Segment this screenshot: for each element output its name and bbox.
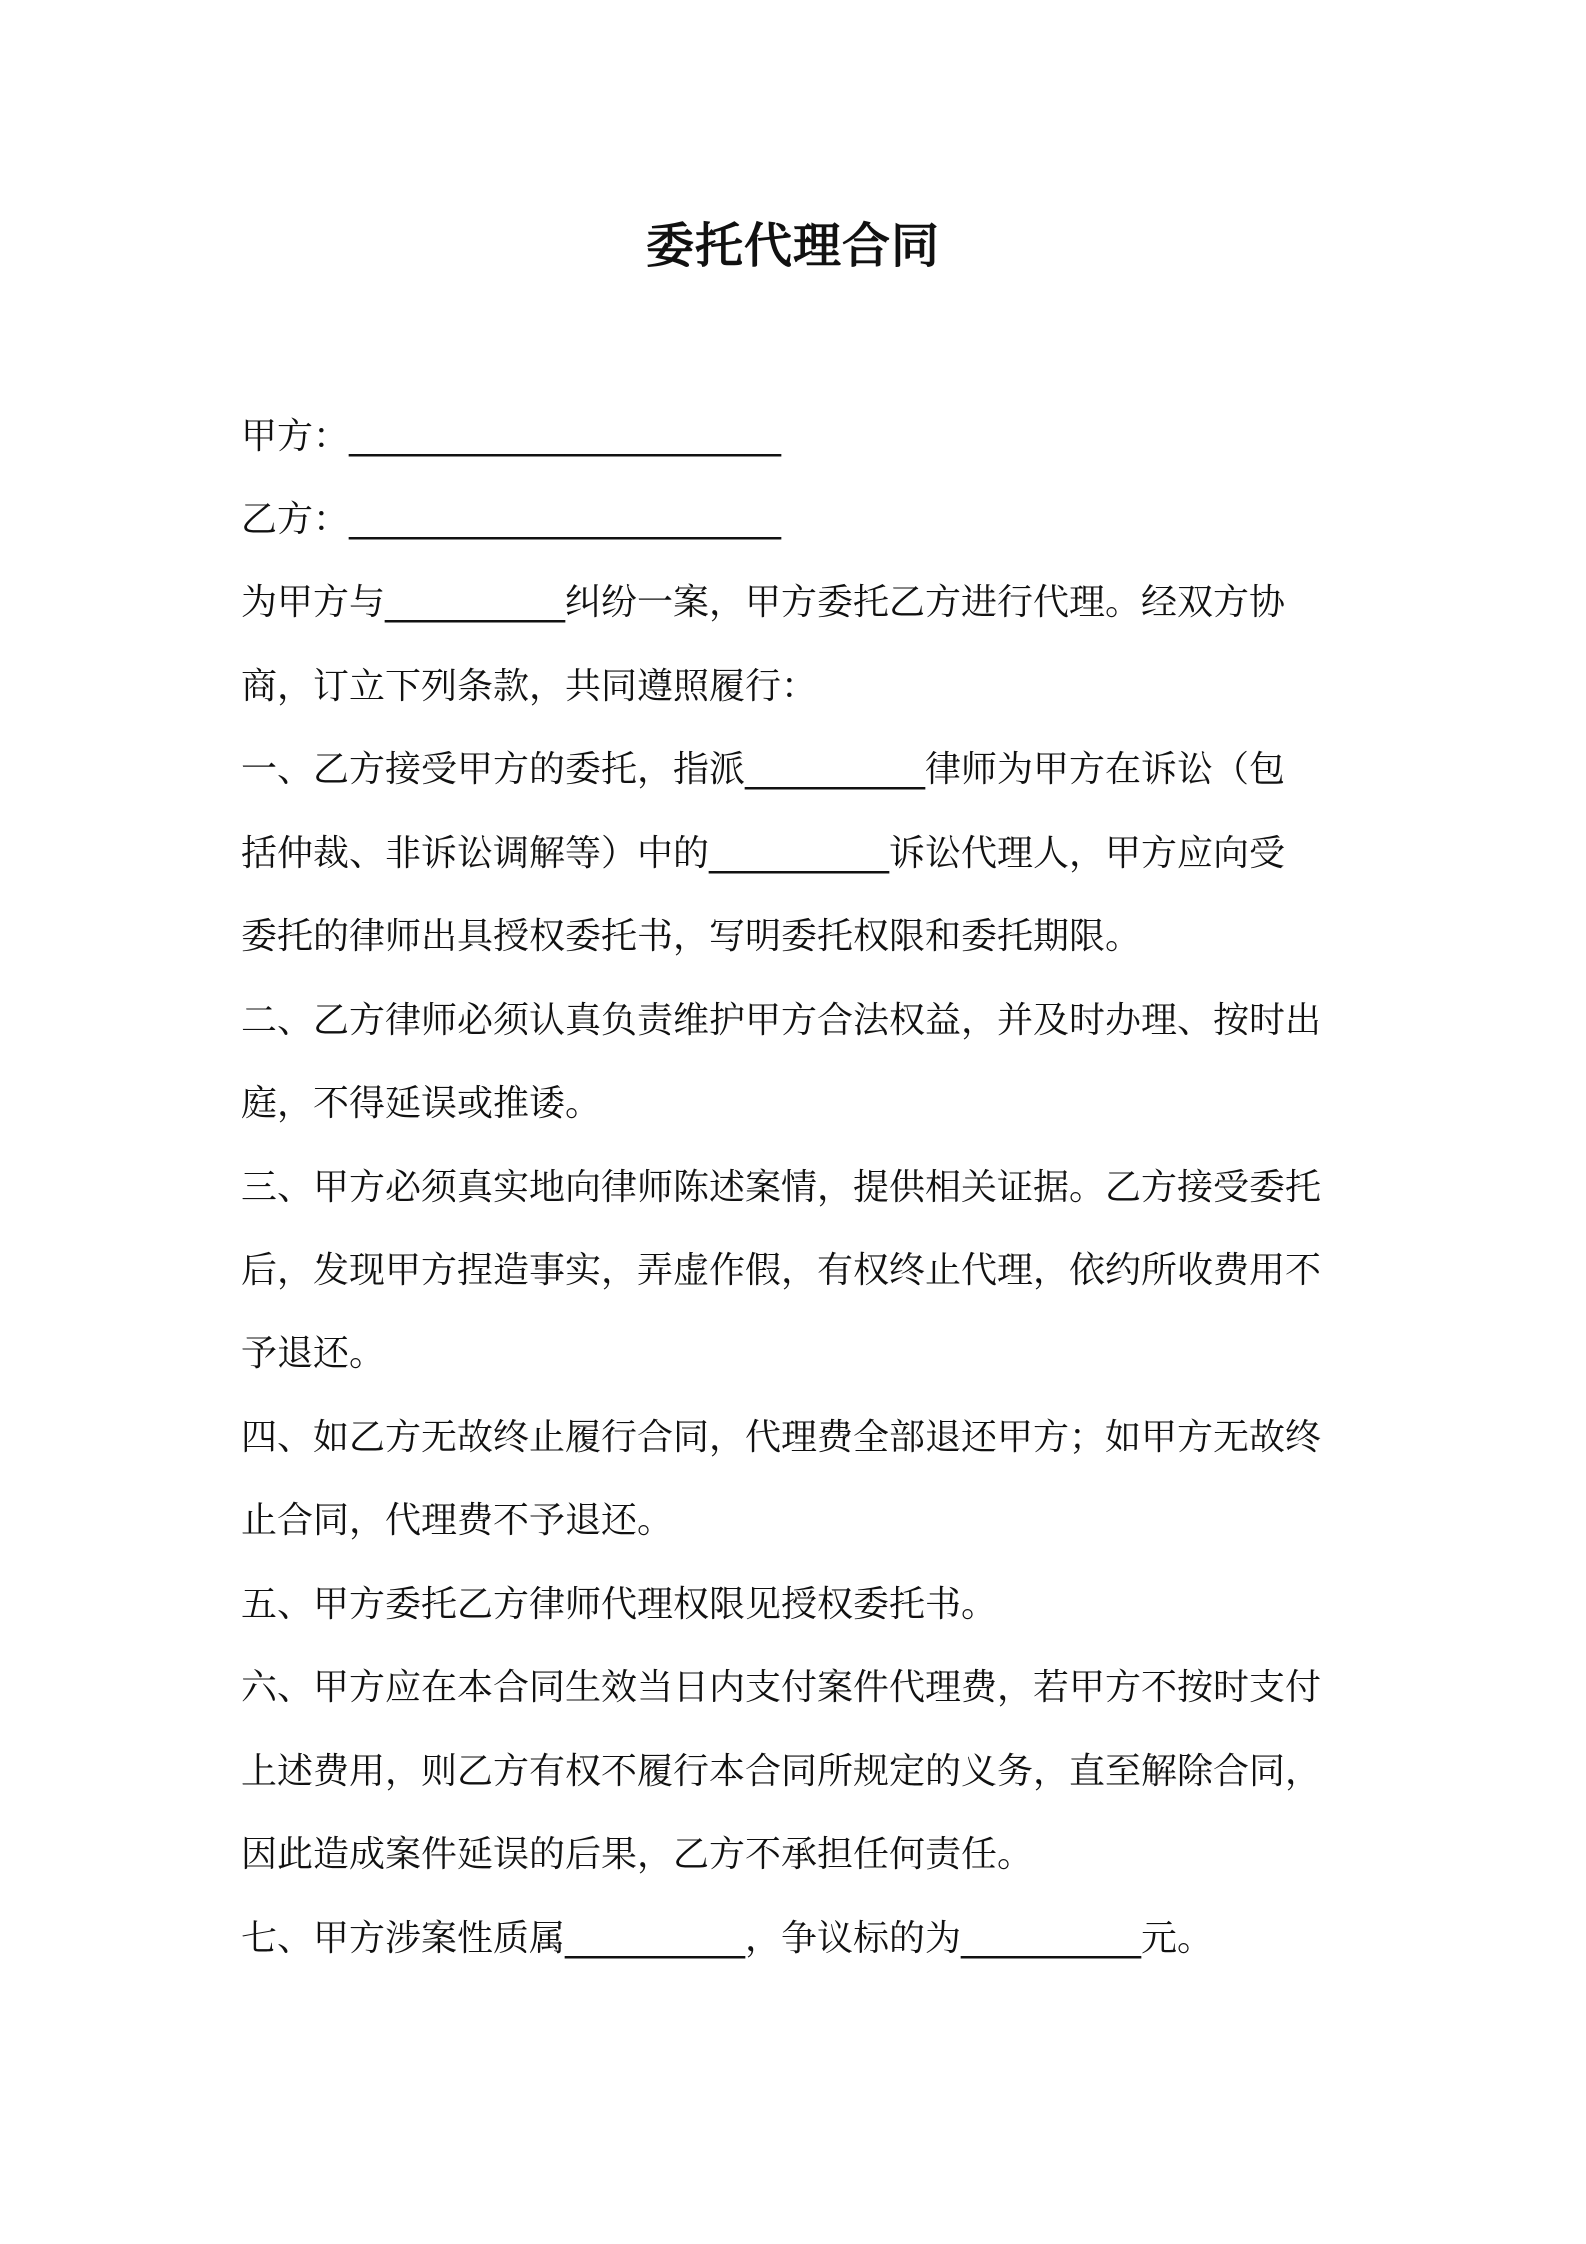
- clause-6-line-2: 上述费用，则乙方有权不履行本合同所规定的义务，直至解除合同，: [241, 1751, 1322, 1792]
- clause-3-line-1: 三、甲方必须真实地向律师陈述案情，提供相关证据。乙方接受委托: [241, 1167, 1322, 1208]
- clause-1-line-2: 括仲裁、非诉讼调解等）中的__________诉讼代理人，甲方应向受: [241, 833, 1286, 874]
- clause-2-line-2: 庭，不得延误或推诿。: [241, 1083, 602, 1124]
- clause-5-line-1: 五、甲方委托乙方律师代理权限见授权委托书。: [241, 1584, 998, 1625]
- clause-4-line-2: 止合同，代理费不予退还。: [241, 1500, 674, 1541]
- clause-3-line-2: 后，发现甲方捏造事实，弄虚作假，有权终止代理，依约所收费用不: [241, 1250, 1322, 1291]
- party-b-line: 乙方：________________________: [241, 499, 782, 540]
- clause-1-line-3: 委托的律师出具授权委托书，写明委托权限和委托期限。: [241, 916, 1142, 957]
- preamble-line-2: 商，订立下列条款，共同遵照履行：: [241, 666, 818, 707]
- clause-2-line-1: 二、乙方律师必须认真负责维护甲方合法权益，并及时办理、按时出: [241, 1000, 1322, 1041]
- clause-1-line-1: 一、乙方接受甲方的委托，指派__________律师为甲方在诉讼（包: [241, 749, 1286, 790]
- document-title: 委托代理合同: [645, 218, 940, 274]
- clause-6-line-1: 六、甲方应在本合同生效当日内支付案件代理费，若甲方不按时支付: [241, 1667, 1322, 1708]
- clause-3-line-3: 予退还。: [241, 1333, 386, 1374]
- clause-6-line-3: 因此造成案件延误的后果，乙方不承担任何责任。: [241, 1834, 1034, 1875]
- party-a-line: 甲方：________________________: [241, 416, 782, 457]
- preamble-line-1: 为甲方与__________纠纷一案，甲方委托乙方进行代理。经双方协: [241, 582, 1286, 623]
- clause-4-line-1: 四、如乙方无故终止履行合同，代理费全部退还甲方；如甲方无故终: [241, 1417, 1322, 1458]
- clause-7-line-1: 七、甲方涉案性质属__________，争议标的为__________元。: [241, 1918, 1214, 1959]
